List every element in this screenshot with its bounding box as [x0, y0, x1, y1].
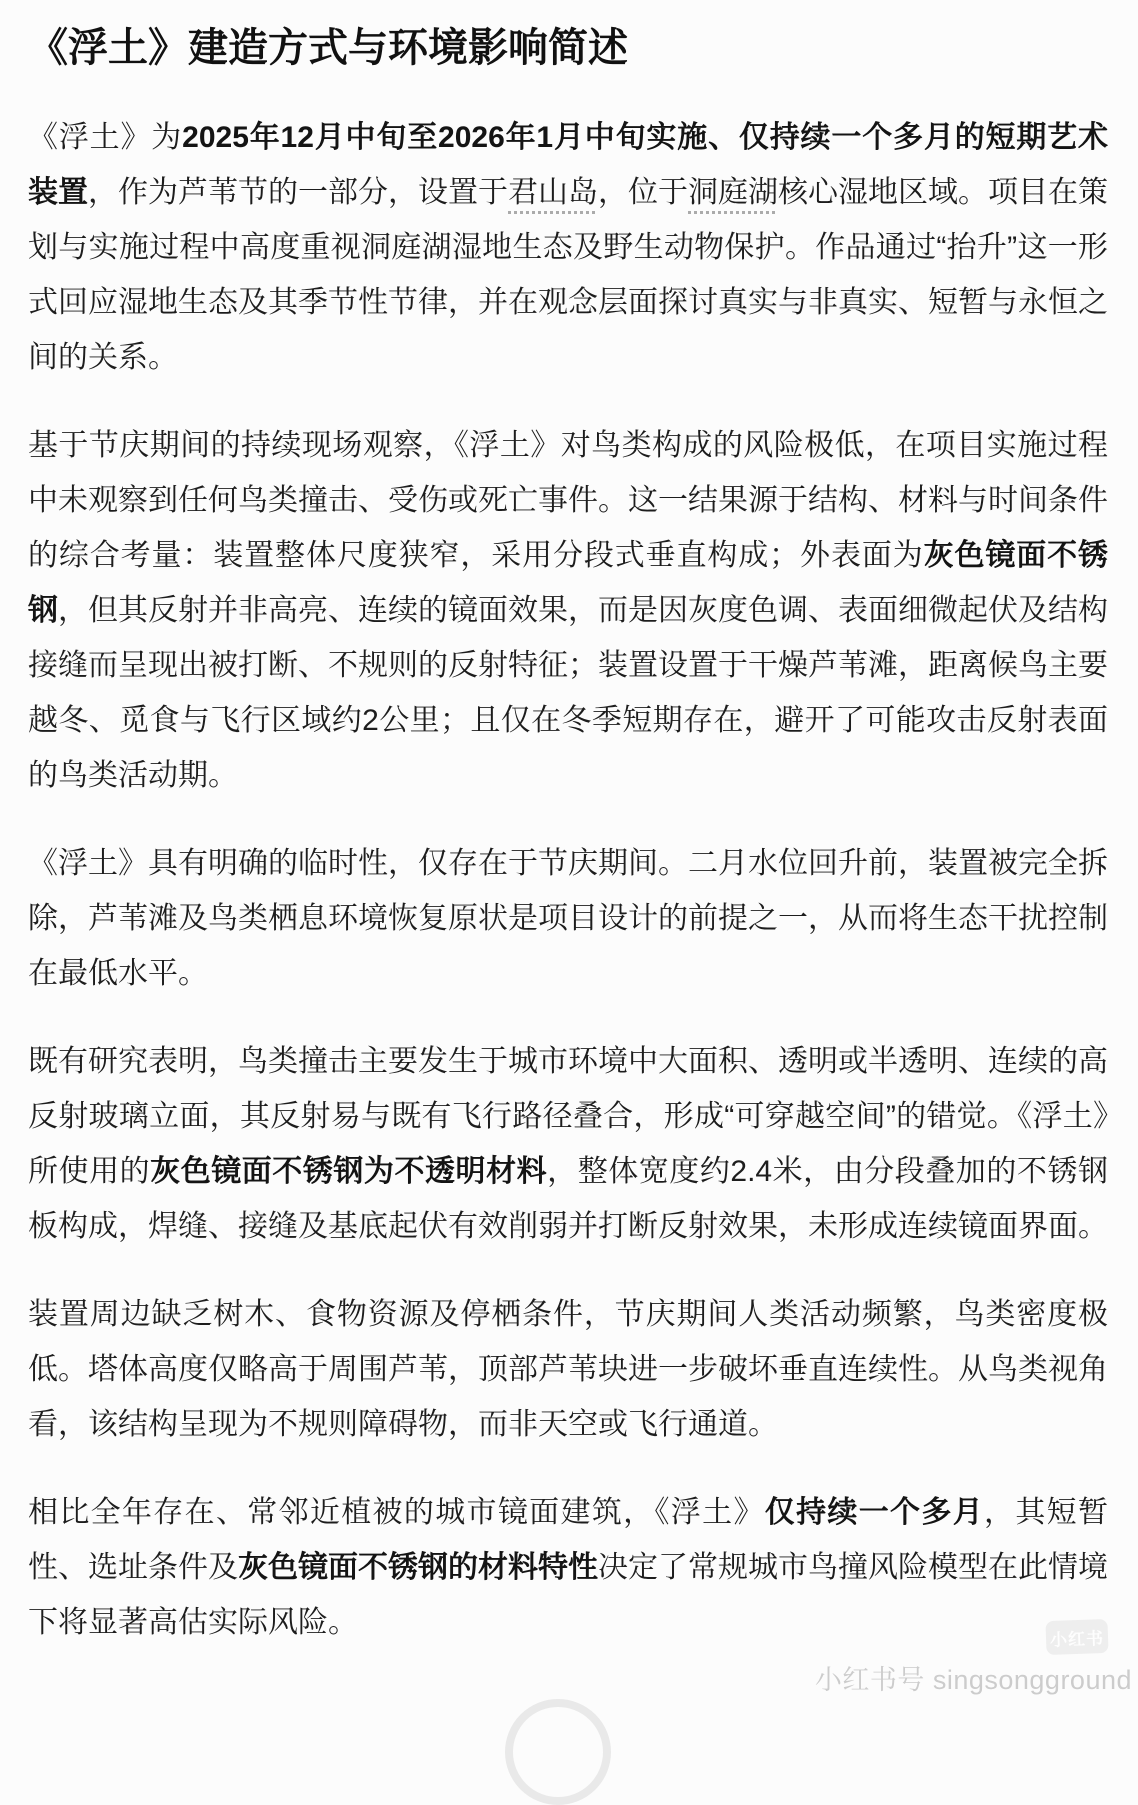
bold-text-run: 2025年12月中旬至2026年1月中旬实施、仅持续一个多月的短期艺术装置 [28, 121, 1109, 209]
xiaohongshu-badge-icon: 小红书 [1045, 1619, 1108, 1655]
bold-text-run: 灰色镜面不锈钢的材料特性 [238, 1551, 598, 1584]
term-link[interactable]: 洞庭湖 [688, 176, 778, 209]
text-run: 装置周边缺乏树木、食物资源及停栖条件，节庆期间人类活动频繁，鸟类密度极低。塔体高度仅略高于周围芦苇，顶部芦苇块进一步破坏垂直连续性。从鸟类视角看，该结构呈现为不规则障碍物，而非天空或飞行通道。 [28, 1298, 1108, 1441]
paragraph [28, 1485, 1108, 1650]
bold-text-run: 灰色镜面不锈钢为不透明材料 [150, 1155, 548, 1188]
text-run: ，其短暂性、选址条件及 [28, 1496, 1109, 1584]
text-run: 《浮土》具有明确的临时性，仅存在于节庆期间。二月水位回升前，装置被完全拆除，芦苇滩及鸟类栖息环境恢复原状是项目设计的前提之一，从而将生态干扰控制在最低水平。 [28, 847, 1108, 990]
page-title: 《浮土》建造方式与环境影响简述 [28, 26, 628, 70]
text-run: 既有研究表明，鸟类撞击主要发生于城市环境中大面积、透明或半透明、连续的高反射玻璃立面，其反射易与既有飞行路径叠合，形成“可穿越空间”的错觉。《浮土》所使用的 [28, 1045, 1108, 1188]
text-run: ，整体宽度约2.4米，由分段叠加的不锈钢板构成，焊缝、接缝及基底起伏有效削弱并打断反射效果，未形成连续镜面界面。 [28, 1155, 1109, 1243]
text-run: 基于节庆期间的持续现场观察，《浮土》对鸟类构成的风险极低，在项目实施过程中未观察到任何鸟类撞击、受伤或死亡事件。这一结果源于结构、材料与时间条件的综合考量：装置整体尺度狭窄，采用分段式垂直构成；外表面为 [28, 429, 1108, 572]
paragraph [28, 418, 1108, 803]
text-run: 核心湿地区域。项目在策划与实施过程中高度重视洞庭湖湿地生态及野生动物保护。作品通过“抬升”这一形式回应湿地生态及其季节性节律，并在观念层面探讨真实与非真实、短暂与永恒之间的关系。 [28, 176, 1108, 374]
text-run: ，但其反射并非高亮、连续的镜面效果，而是因灰度色调、表面细微起伏及结构接缝而呈现出被打断、不规则的反射特征；装置设置于干燥芦苇滩，距离候鸟主要越冬、觅食与飞行区域约2公里；且仅在冬季短期存在，避开了可能攻击反射表面的鸟类活动期。 [28, 594, 1108, 792]
text-run: ，位于 [598, 176, 688, 209]
term-link[interactable]: 君山岛 [508, 176, 598, 209]
watermark-account-id: 小红书号 singsongground [814, 1665, 1132, 1695]
text-run: 相比全年存在、常邻近植被的城市镜面建筑，《浮土》 [28, 1496, 765, 1529]
bottom-arc-decoration [505, 1699, 611, 1805]
paragraph [28, 1287, 1108, 1452]
paragraph [28, 836, 1108, 1001]
paragraph [28, 110, 1108, 385]
text-run: 《浮土》为 [28, 121, 183, 154]
text-run: 决定了常规城市鸟撞风险模型在此情境下将显著高估实际风险。 [28, 1551, 1108, 1639]
paragraph [28, 1034, 1108, 1254]
bold-text-run: 仅持续一个多月 [764, 1496, 985, 1529]
text-run: ，作为芦苇节的一部分，设置于 [88, 176, 508, 209]
article-body [28, 110, 1108, 1650]
bold-text-run: 灰色镜面不锈钢 [28, 539, 1109, 627]
